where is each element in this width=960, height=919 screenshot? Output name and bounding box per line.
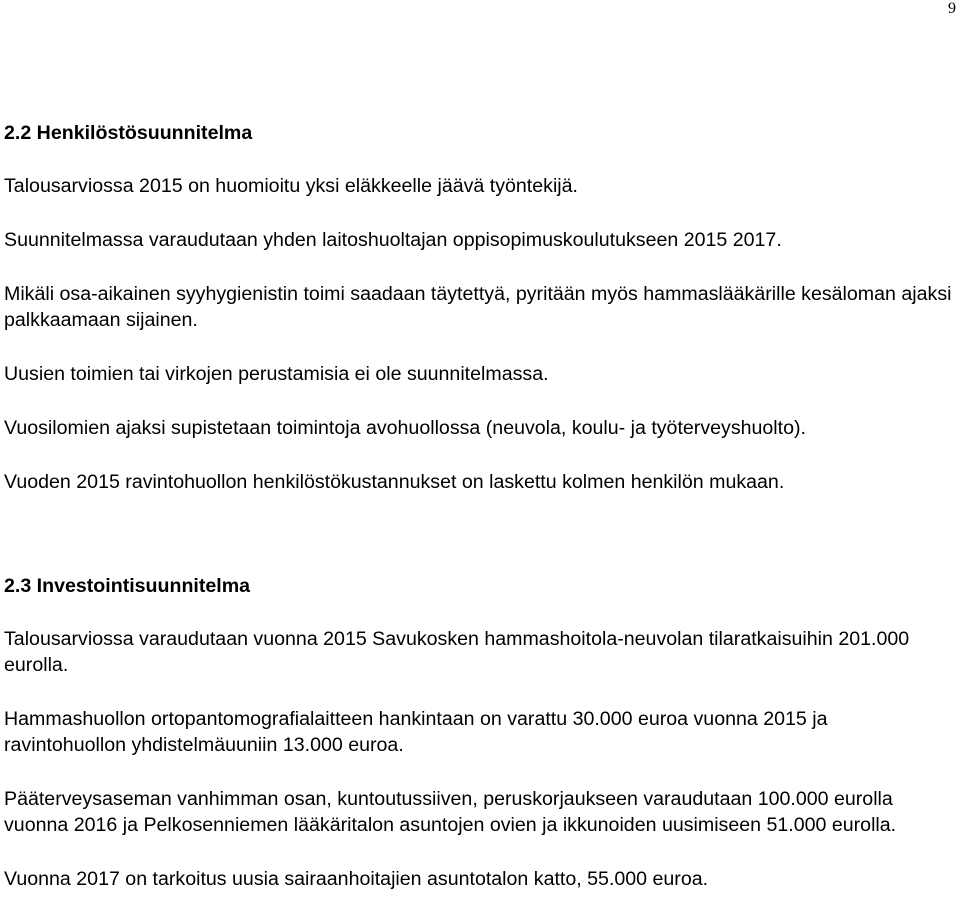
section-heading-investointisuunnitelma: 2.3 Investointisuunnitelma <box>4 575 251 597</box>
paragraph: Vuoden 2015 ravintohuollon henkilöstökustannukset on laskettu kolmen henkilön mukaan. <box>4 471 785 493</box>
document-body <box>4 120 954 892</box>
paragraph: Talousarviossa 2015 on huomioitu yksi eläkkeelle jäävä työntekijä. <box>4 175 578 197</box>
paragraph: Talousarviossa varaudutaan vuonna 2015 Savukosken hammashoitola-neuvolan tilaratkaisuihin 201.000 eurolla. <box>4 628 910 676</box>
paragraph: Pääterveysaseman vanhimman osan, kuntoutussiiven, peruskorjaukseen varaudutaan 100.000 eurolla vuonna 2016 ja Pelkosenniemen lääkäritalon asuntojen ovien ja ikkunoiden uusimiseen 51.000 eurolla. <box>4 788 897 836</box>
page-number: 9 <box>948 0 956 17</box>
paragraph: Suunnitelmassa varaudutaan yhden laitoshuoltajan oppisopimuskoulutukseen 2015 2017. <box>4 229 782 251</box>
paragraph: Mikäli osa-aikainen syyhygienistin toimi saadaan täytettyä, pyritään myös hammaslääkärille kesäloman ajaksi palkkaamaan sijainen. <box>4 283 952 331</box>
section-heading-henkilostosuunnitelma: 2.2 Henkilöstösuunnitelma <box>4 122 253 144</box>
paragraph: Vuonna 2017 on tarkoitus uusia sairaanhoitajien asuntotalon katto, 55.000 euroa. <box>4 868 709 890</box>
paragraph: Uusien toimien tai virkojen perustamisia ei ole suunnitelmassa. <box>4 363 549 385</box>
paragraph: Hammashuollon ortopantomografialaitteen hankintaan on varattu 30.000 euroa vuonna 2015 ja ravintohuollon yhdistelmäuuniin 13.000 euroa. <box>4 708 828 756</box>
paragraph: Vuosilomien ajaksi supistetaan toimintoja avohuollossa (neuvola, koulu- ja työterveyshuolto). <box>4 417 806 439</box>
